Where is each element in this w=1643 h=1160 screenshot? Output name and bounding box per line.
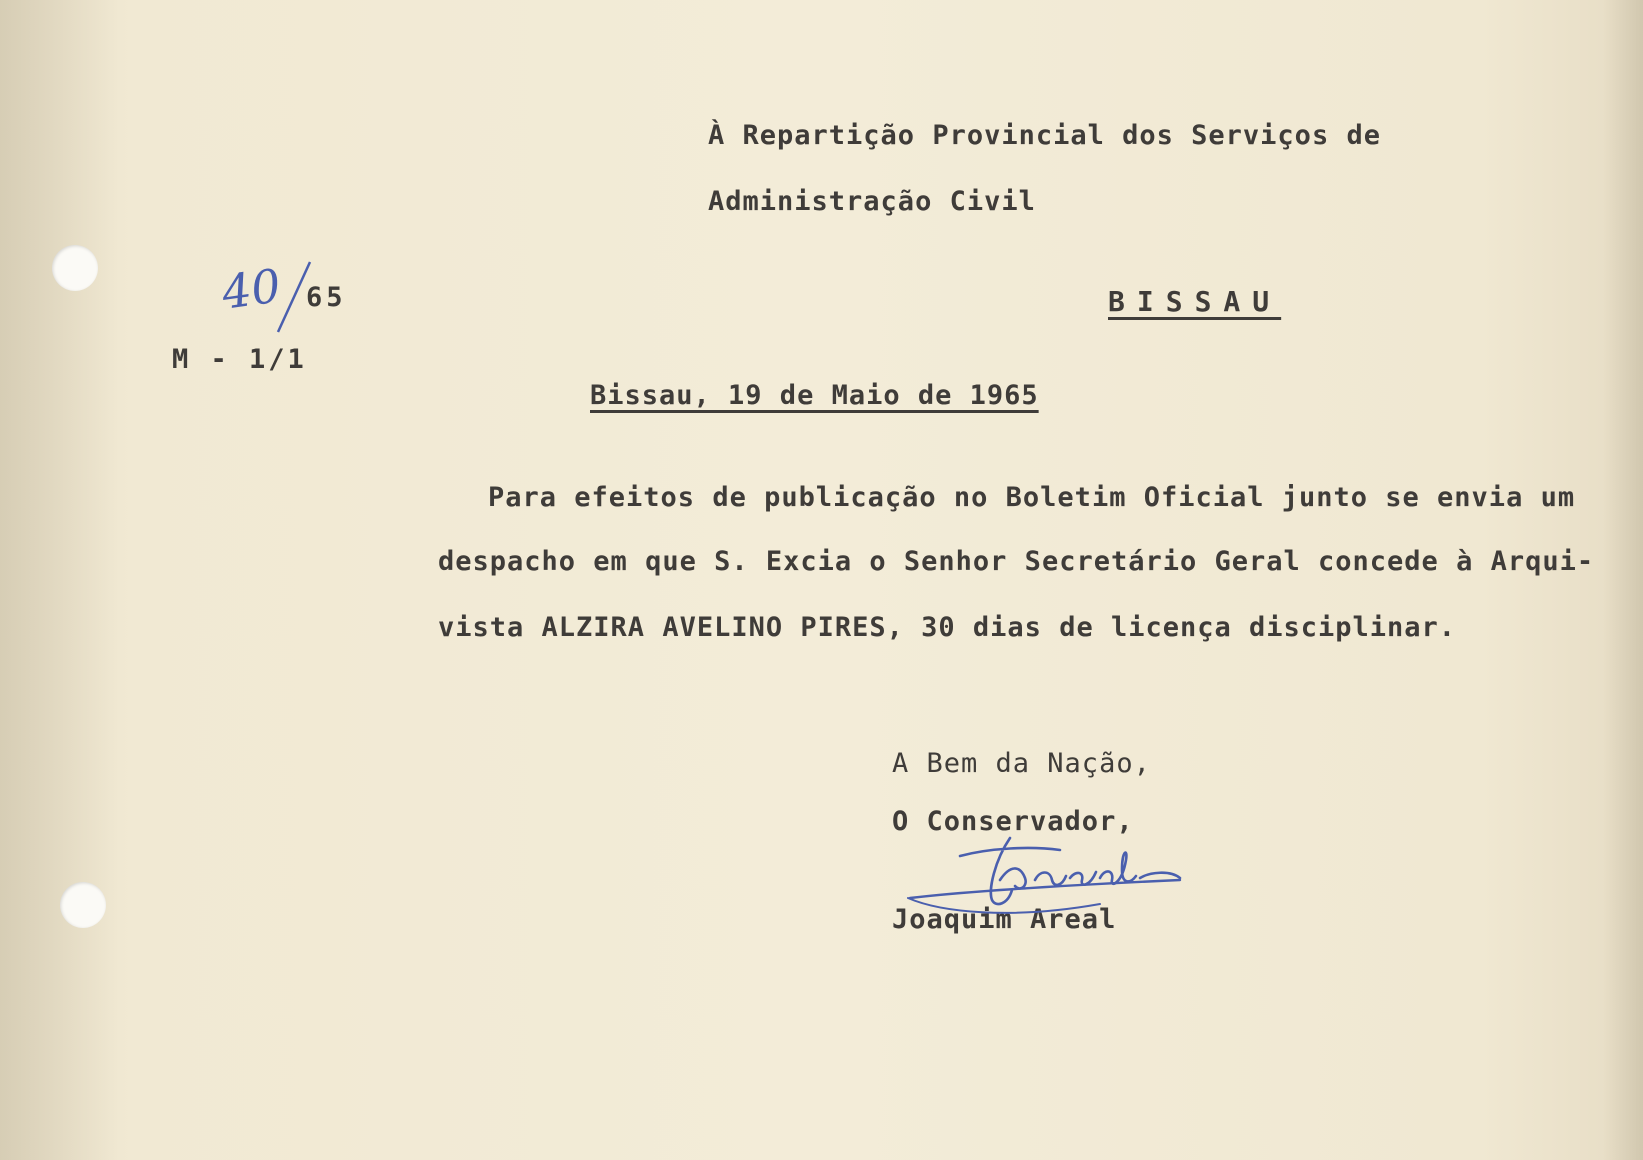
city-header: BISSAU [1108,285,1282,318]
handwritten-signature [900,820,1200,930]
body-line-2: despacho em que S. Excia o Senhor Secretário Geral concede à Arqui- [438,546,1595,577]
reference-year: 65 [306,282,347,313]
handwritten-reference-number: 40 [218,258,285,320]
reference-code: M - 1/1 [172,344,307,375]
closing-line: A Bem da Nação, [892,748,1151,779]
page-edge-shadow [0,0,120,1160]
body-line-1: Para efeitos de publicação no Boletim Oficial junto se envia um [488,482,1576,513]
addressee-line-1: À Repartição Provincial dos Serviços de [708,120,1381,151]
page-right-edge-shadow [1603,0,1643,1160]
signatory-title: O Conservador, [892,806,1134,837]
signatory-name: Joaquim Areal [892,904,1117,935]
punch-hole-top [52,245,98,291]
punch-hole-bottom [60,882,106,928]
body-line-3: vista ALZIRA AVELINO PIRES, 30 dias de licença disciplinar. [438,612,1457,643]
date-line: Bissau, 19 de Maio de 1965 [590,380,1039,411]
addressee-line-2: Administração Civil [708,186,1036,217]
